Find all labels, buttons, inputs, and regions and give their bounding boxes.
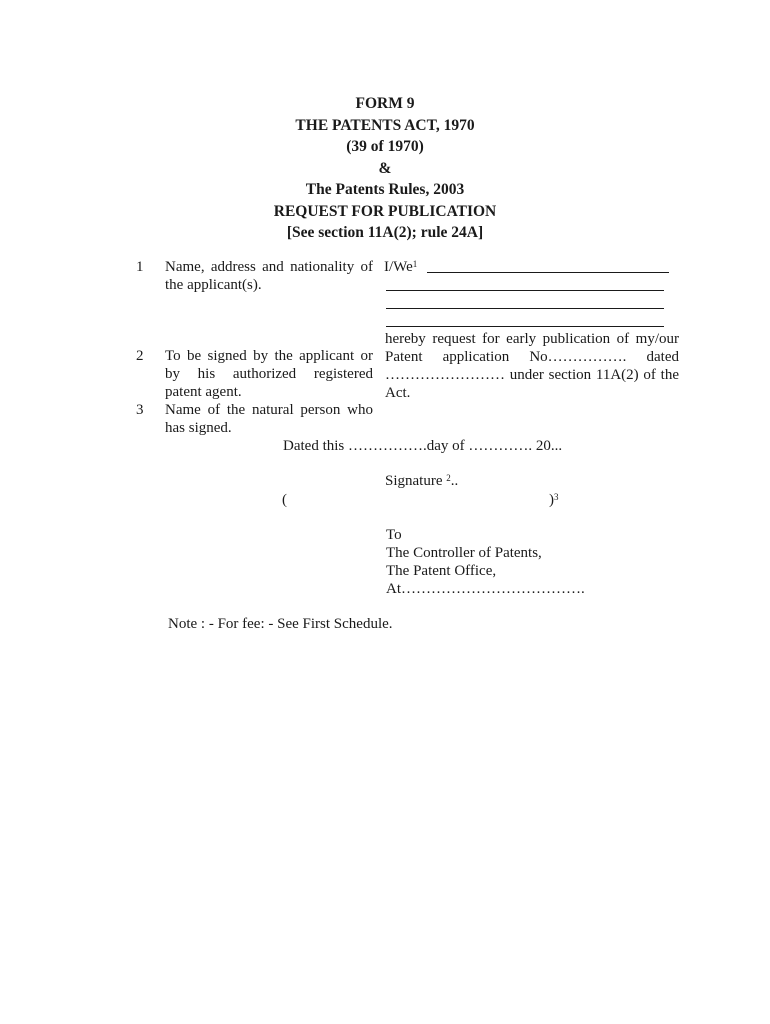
rules-title: The Patents Rules, 2003 <box>305 181 465 198</box>
item-2-text <box>165 347 373 401</box>
footnote-3: 3 <box>554 492 559 502</box>
name-close-paren <box>549 491 559 509</box>
footnote-2: 2 <box>446 473 451 483</box>
request-line-4: Act. <box>385 385 411 401</box>
address-controller: The Controller of Patents, <box>386 545 542 561</box>
signature-suffix: .. <box>450 473 459 489</box>
address-to: To <box>386 527 402 543</box>
address-at: At………………………………. <box>386 581 585 597</box>
item-number-1: 1 <box>136 259 144 275</box>
item-3-line-2: has signed. <box>165 420 232 436</box>
form-header <box>0 93 770 244</box>
item-2-line-2: by his authorized registered <box>165 366 373 382</box>
item-number-3: 3 <box>136 402 144 418</box>
request-line-1: hereby request for early publication of my/our <box>385 331 679 347</box>
applicant-line-3[interactable] <box>386 308 664 309</box>
applicant-line-1[interactable] <box>427 272 669 273</box>
form-number: FORM 9 <box>355 95 415 112</box>
item-1-text <box>165 258 373 294</box>
act-number: (39 of 1970) <box>346 138 424 155</box>
applicant-prefix <box>384 258 417 276</box>
fee-note: Note : - For fee: - See First Schedule. <box>168 616 393 632</box>
request-line-2: Patent application No……………. dated <box>385 349 679 365</box>
dated-line: Dated this …………….day of …………. 20... <box>283 438 563 454</box>
address-office: The Patent Office, <box>386 563 497 579</box>
applicant-line-4[interactable] <box>386 326 664 327</box>
item-1-line-2: the applicant(s). <box>165 277 262 293</box>
act-title: THE PATENTS ACT, 1970 <box>295 116 475 134</box>
request-paragraph <box>385 330 679 402</box>
item-number-2: 2 <box>136 348 144 364</box>
ampersand: & <box>378 159 392 177</box>
item-1-line-1: Name, address and nationality of <box>165 259 373 275</box>
footnote-1: 1 <box>412 259 418 269</box>
name-open-paren: ( <box>282 492 287 508</box>
section-reference: [See section 11A(2); rule 24A] <box>286 224 484 241</box>
item-2-line-1: To be signed by the applicant or <box>165 348 373 364</box>
request-title: REQUEST FOR PUBLICATION <box>273 202 497 220</box>
applicant-prefix-text: I/We <box>384 259 413 275</box>
item-3-line-1: Name of the natural person who <box>165 402 373 418</box>
signature-label-text: Signature <box>385 473 443 489</box>
applicant-line-2[interactable] <box>386 290 664 291</box>
request-line-3: …………………… under section 11A(2) of the <box>385 367 679 383</box>
close-paren-text: ) <box>549 492 554 508</box>
signature-label <box>385 472 458 490</box>
item-3-text <box>165 401 373 437</box>
item-2-line-3: patent agent. <box>165 384 242 400</box>
